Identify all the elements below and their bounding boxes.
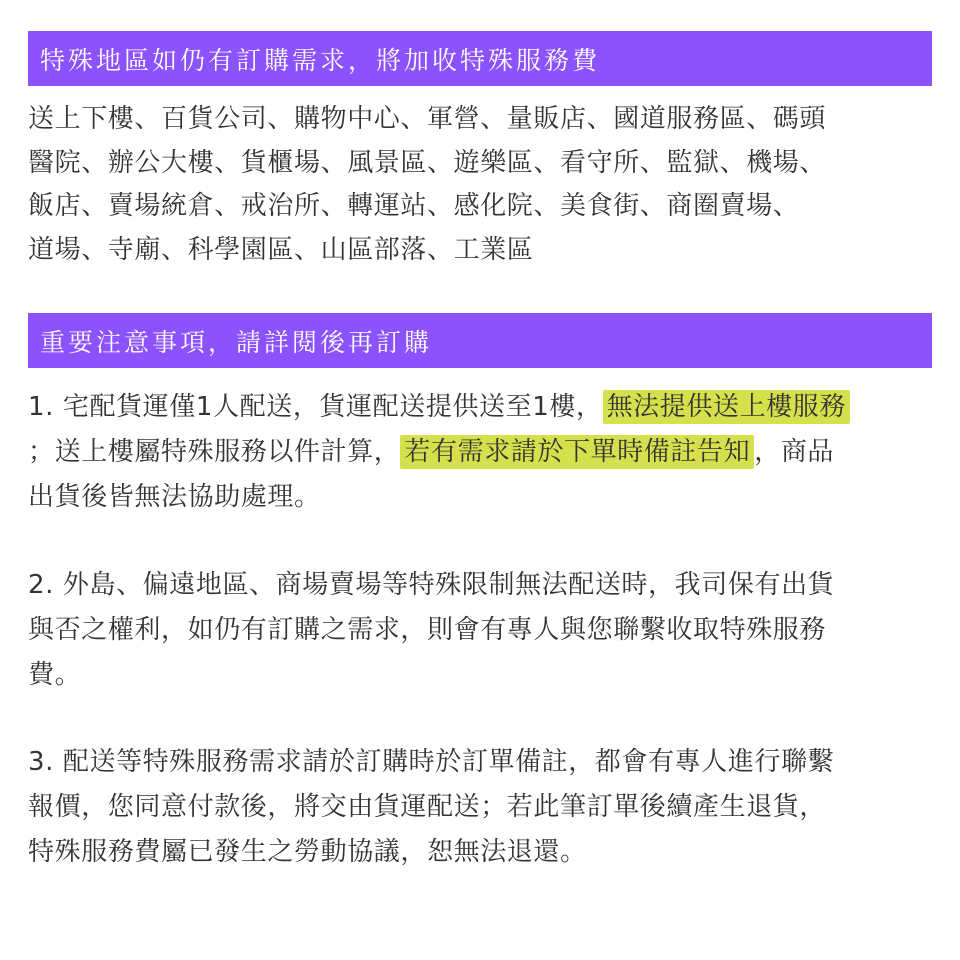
notice-line: 3. 配送等特殊服務需求請於訂購時於訂單備註，都會有專人進行聯繫 — [28, 747, 835, 777]
notice-line: 特殊服務費屬已發生之勞動協議，恕無法退還。 — [28, 837, 587, 867]
notice-line — [28, 430, 938, 475]
notice-line: 與否之權利，如仍有訂購之需求，則會有專人與您聯繫收取特殊服務 — [28, 615, 827, 645]
notice-line: 費。 — [28, 660, 82, 690]
special-areas-header — [28, 31, 932, 86]
notice-line — [28, 385, 938, 430]
highlight-order-note: 若有需求請於下單時備註告知 — [400, 435, 754, 469]
notice-text: ；送上樓屬特殊服務以件計算， — [28, 437, 401, 467]
notice-item-1 — [28, 385, 938, 520]
notice-item-2 — [28, 563, 938, 698]
notice-text: ，商品 — [754, 437, 835, 467]
areas-line: 醫院、辦公大樓、貨櫃場、風景區、遊樂區、看守所、監獄、機場、 — [28, 147, 827, 178]
highlight-no-upstairs: 無法提供送上樓服務 — [603, 390, 850, 424]
important-notice-header — [28, 313, 932, 368]
special-areas-list — [28, 98, 938, 272]
areas-line: 道場、寺廟、科學園區、山區部落、工業區 — [28, 234, 534, 265]
notice-line: 出貨後皆無法協助處理。 — [28, 482, 321, 512]
special-areas-title: 特殊地區如仍有訂購需求，將加收特殊服務費 — [40, 45, 601, 75]
areas-line: 送上下樓、百貨公司、購物中心、軍營、量販店、國道服務區、碼頭 — [28, 104, 827, 134]
notice-text: 1. 宅配貨運僅1人配送，貨運配送提供送至1樓， — [28, 392, 603, 422]
notice-item-3 — [28, 740, 938, 875]
notice-line: 報價，您同意付款後，將交由貨運配送；若此筆訂單後續產生退貨， — [28, 792, 827, 822]
important-notice-title: 重要注意事項，請詳閱後再訂購 — [40, 327, 433, 357]
notice-line: 2. 外島、偏遠地區、商場賣場等特殊限制無法配送時，我司保有出貨 — [28, 570, 835, 600]
areas-line: 飯店、賣場統倉、戒治所、轉運站、感化院、美食街、商圈賣場、 — [28, 191, 800, 221]
